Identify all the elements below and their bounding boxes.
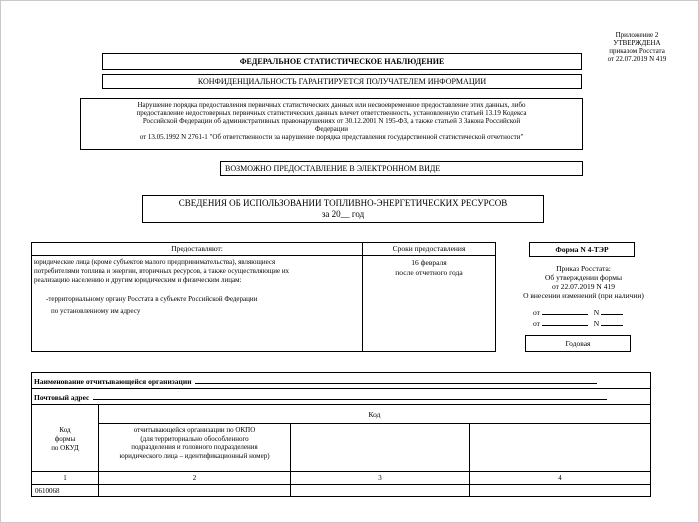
- deadline-header: Сроки предоставления: [392, 244, 466, 253]
- okpo-header-line: юридического лица – идентификационный номер): [119, 451, 270, 460]
- order-title: Приказ Росстата:: [556, 264, 611, 273]
- submitters-line: потребителями топлива и энергии, вторичных ресурсов, а также осуществляющие их: [34, 266, 290, 275]
- report-title-box: [142, 195, 544, 223]
- periodicity-box: Годовая: [525, 335, 631, 352]
- order-info: [501, 264, 666, 300]
- order-date: от 22.07.2019 N 419: [552, 282, 615, 291]
- deadline-value: [363, 258, 495, 277]
- postal-address-field[interactable]: [93, 391, 607, 400]
- okud-header: [32, 426, 98, 453]
- okpo-header: [99, 426, 290, 460]
- appendix-date: от 22.07.2019 N 419: [607, 55, 667, 63]
- okpo-code-cell[interactable]: [99, 485, 290, 496]
- warning-line: Федерации: [314, 125, 349, 133]
- territorial-body: -территориальному органу Росстата в субъекте Российской Федерации: [46, 295, 258, 303]
- column-number: 1: [63, 474, 67, 482]
- submitters-header: Предоставляют:: [171, 244, 223, 253]
- okud-header-line: по ОКУД: [51, 444, 79, 452]
- appendix-approved: УТВЕРЖДЕНА: [613, 39, 661, 47]
- postal-address-label: Почтовый адрес: [34, 393, 90, 402]
- deadline-period: после отчетного года: [395, 267, 463, 277]
- code-cell-3[interactable]: [291, 485, 469, 496]
- okpo-header-line: подразделения и головного подразделения: [131, 443, 258, 451]
- org-name-field[interactable]: [195, 375, 597, 384]
- date-blank[interactable]: [542, 306, 588, 315]
- warning-line: от 13.05.1992 N 2761-1 "Об ответственности за нарушение порядка представления государственной статистической отчетности": [139, 133, 524, 141]
- number-blank[interactable]: [601, 306, 623, 315]
- order-changes: О внесении изменений (при наличии): [523, 291, 644, 300]
- submitters-description: [34, 258, 360, 284]
- report-title: СВЕДЕНИЯ ОБ ИСПОЛЬЗОВАНИИ ТОПЛИВНО-ЭНЕРГЕТИЧЕСКИХ РЕСУРСОВ: [178, 198, 508, 208]
- okpo-header-line: отчитывающейся организации по ОКПО: [133, 426, 256, 434]
- appendix-order: приказом Росстата: [609, 47, 665, 55]
- electronic-submission-box: ВОЗМОЖНО ПРЕДОСТАВЛЕНИЕ В ЭЛЕКТРОННОМ ВИДЕ: [220, 161, 583, 176]
- okpo-header-line: (для территориально обособленного: [140, 434, 249, 443]
- deadline-date: 16 февраля: [411, 258, 447, 267]
- report-year: за 20__ год: [321, 209, 365, 219]
- appendix-block: [583, 31, 691, 63]
- column-number: 3: [378, 474, 382, 482]
- okud-header-line: Код: [59, 426, 71, 434]
- warning-line: предоставление недостоверных первичных статистических данных влечет ответственность, установленную статьей 13.19 Кодекса: [136, 109, 527, 117]
- changes-line-2: [533, 317, 643, 328]
- code-cell-4[interactable]: [470, 485, 650, 496]
- code-header: Код: [368, 410, 381, 419]
- confidentiality-box: КОНФИДЕНЦИАЛЬНОСТЬ ГАРАНТИРУЕТСЯ ПОЛУЧАТЕЛЕМ ИНФОРМАЦИИ: [102, 74, 582, 89]
- warning-line: Российской Федерации об административных правонарушениях от 30.12.2001 N 195-ФЗ, а также статьей 3 Закона Российской: [142, 117, 521, 125]
- column-number: 2: [192, 474, 197, 482]
- okud-header-line: формы: [54, 435, 76, 443]
- from-label: от: [533, 308, 540, 317]
- warning-line: Нарушение порядка предоставления первичных статистических данных или несвоевременное предоставление этих данных, либо: [137, 101, 526, 109]
- changes-line-1: [533, 306, 643, 317]
- submission-address: по установленному им адресу: [51, 307, 141, 315]
- submitters-line: юридические лица (кроме субъектов малого предпринимательства), являющиеся: [34, 258, 276, 266]
- number-label: N: [593, 319, 600, 328]
- postal-address-row: [34, 391, 649, 402]
- org-name-label: Наименование отчитывающейся организации: [34, 377, 192, 386]
- date-blank[interactable]: [542, 317, 588, 326]
- org-name-row: [34, 375, 649, 386]
- order-approval: Об утверждении формы: [545, 273, 622, 282]
- okud-code: 0610068: [35, 487, 60, 495]
- submitters-line: реализацию населению и другим юридическим и физическим лицам:: [34, 275, 242, 284]
- column-number: 4: [558, 474, 562, 482]
- liability-warning-box: [80, 98, 583, 150]
- number-label: N: [593, 308, 600, 317]
- form-number-box: Форма N 4-ТЭР: [529, 242, 635, 257]
- number-blank[interactable]: [601, 317, 623, 326]
- appendix-number: Приложение 2: [615, 31, 659, 39]
- federal-observation-box: ФЕДЕРАЛЬНОЕ СТАТИСТИЧЕСКОЕ НАБЛЮДЕНИЕ: [102, 53, 582, 70]
- from-label: от: [533, 319, 540, 328]
